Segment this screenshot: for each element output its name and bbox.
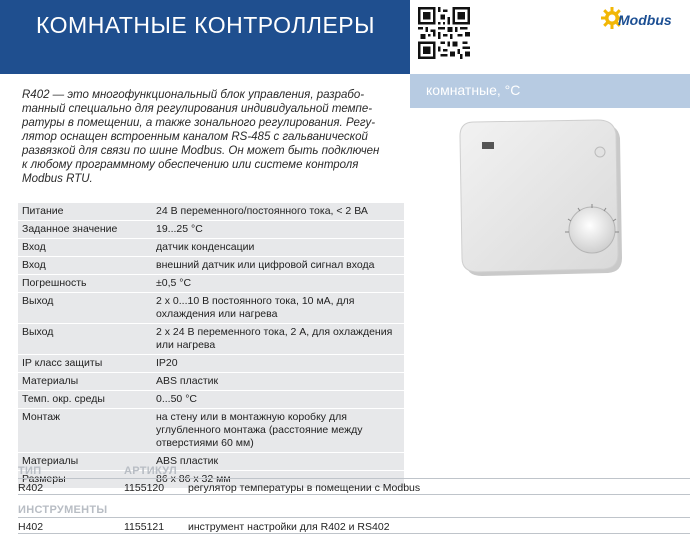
spec-key: Монтаж <box>18 409 152 453</box>
tools-header <box>18 504 690 518</box>
spec-value: 2 x 0...10 В постоянного тока, 10 мА, для охлаждения или нагрева <box>152 293 404 324</box>
product-description <box>22 88 402 186</box>
description-line: развязкой для связи по шине Modbus. Он может быть подключен <box>22 145 380 157</box>
spec-key: Темп. окр. среды <box>18 391 152 409</box>
tools-title: ИНСТРУМЕНТЫ <box>18 504 108 516</box>
table-row <box>18 221 404 239</box>
spec-value: датчик конденсации <box>152 239 404 257</box>
qr-code <box>418 7 470 59</box>
spec-value: 0...50 °C <box>152 391 404 409</box>
spec-key: Вход <box>18 239 152 257</box>
spec-key: Выход <box>18 324 152 355</box>
header-bar <box>0 0 410 74</box>
spec-key: Погрешность <box>18 275 152 293</box>
table-row <box>18 239 404 257</box>
description-cell: регулятор температуры в помещении с Modbus <box>188 482 421 494</box>
table-row <box>18 409 404 453</box>
article-cell: 1155121 <box>124 521 165 533</box>
spec-value: на стену или в монтажную коробку для углубленного монтажа (расстояние между отверстиями 60 мм) <box>152 409 404 453</box>
table-row <box>18 391 404 409</box>
description-line: к любому программному обеспечению или системе контроля <box>22 159 359 171</box>
description-line: R402 — это многофункциональный блок управления, разрабо- <box>22 89 365 101</box>
table-row <box>18 257 404 275</box>
specs-table <box>18 203 404 489</box>
type-cell: R402 <box>18 482 44 494</box>
description-line: Modbus RTU. <box>22 173 93 185</box>
spec-key: Выход <box>18 293 152 324</box>
logo-text: Modbus <box>618 12 672 28</box>
table-row <box>18 520 690 534</box>
spec-key: Материалы <box>18 453 152 471</box>
table-row <box>18 275 404 293</box>
page-title: КОМНАТНЫЕ КОНТРОЛЛЕРЫ <box>36 12 375 38</box>
table-row <box>18 203 404 221</box>
type-cell: H402 <box>18 521 44 533</box>
types-header <box>18 465 690 479</box>
table-row <box>18 293 404 324</box>
spec-key: Размеры <box>18 471 152 489</box>
spec-value: IP20 <box>152 355 404 373</box>
spec-value: 24 В переменного/постоянного тока, < 2 ВА <box>152 203 404 221</box>
type-column-header: ТИП <box>18 465 42 477</box>
spec-key: IP класс защиты <box>18 355 152 373</box>
spec-value: 19...25 °C <box>152 221 404 239</box>
spec-value: ABS пластик <box>152 373 404 391</box>
spec-key: Вход <box>18 257 152 275</box>
spec-value: ±0,5 °C <box>152 275 404 293</box>
table-row <box>18 324 404 355</box>
spec-value: внешний датчик или цифровой сигнал входа <box>152 257 404 275</box>
article-column-header: АРТИКУЛ <box>124 465 177 477</box>
description-line: танный специально для регулирования индивидуальной темпе- <box>22 103 373 115</box>
category-label: комнатные, °C <box>426 82 521 98</box>
spec-value: 2 x 24 В переменного тока, 2 А, для охлаждения или нагрева <box>152 324 404 355</box>
spec-key: Материалы <box>18 373 152 391</box>
article-cell: 1155120 <box>124 482 165 494</box>
category-band <box>410 74 690 108</box>
description-line: лятор оснащен встроенным каналом RS-485 с гальванической <box>22 131 368 143</box>
table-row <box>18 373 404 391</box>
modbus-logo <box>600 4 692 34</box>
spec-key: Питание <box>18 203 152 221</box>
spec-value: 86 x 86 x 32 мм <box>152 471 404 489</box>
table-row <box>18 481 690 495</box>
table-row <box>18 355 404 373</box>
spec-value: ABS пластик <box>152 453 404 471</box>
product-image <box>452 118 642 288</box>
description-line: ратуры в помещении, а также зонального регулирования. Регу- <box>22 117 376 129</box>
description-cell: инструмент настройки для R402 и RS402 <box>188 521 390 533</box>
spec-key: Заданное значение <box>18 221 152 239</box>
